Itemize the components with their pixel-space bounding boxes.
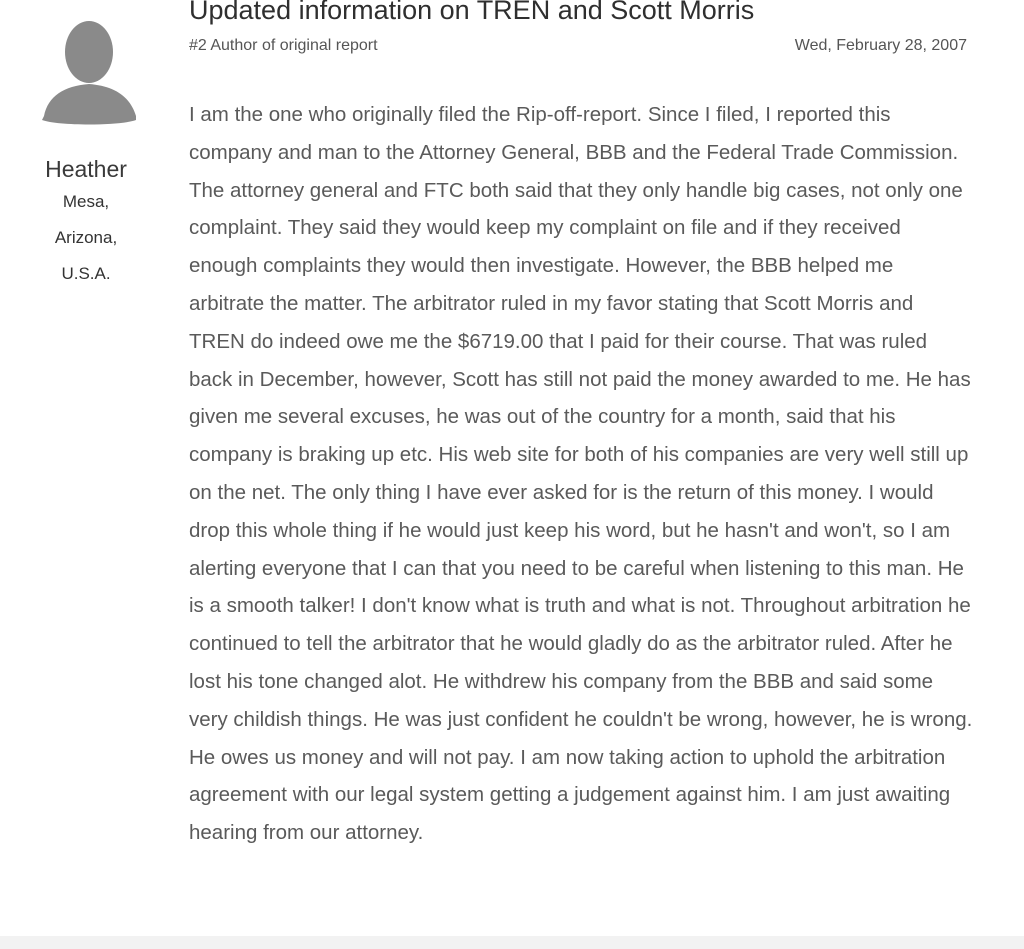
post-date: Wed, February 28, 2007 bbox=[794, 37, 967, 54]
author-country: U.S.A. bbox=[61, 264, 111, 283]
post-number: #2 bbox=[189, 37, 207, 54]
page-bottom-bar bbox=[0, 936, 1024, 949]
post-meta bbox=[189, 36, 967, 56]
post-title: Updated information on TREN and Scott Morris bbox=[189, 0, 755, 25]
author-state: Arizona, bbox=[54, 228, 118, 247]
post-body: I am the one who originally filed the Rip-off-report. Since I filed, I reported this company and man to the Attorney General, BBB and the Federal Trade Commission. The attorney general and FTC both said that they only handle big cases, not only one complaint. They said they would keep my complaint on file and if they received enough complaints they would then investigate. However, the BBB helped me arbitrate the matter. The arbitrator ruled in my favor stating that Scott Morris and TREN do indeed owe me the $6719.00 that I paid for their course. That was ruled back in December, however, Scott has still not paid the money awarded to me. He has given me several excuses, he was out of the country for a month, said that his company is braking up etc. His web site for both of his companies are very well still up on the net. The only thing I have ever asked for is the return of this money. I would drop this whole thing if he would just keep his word, but he hasn't and won't, so I am alerting everyone that I can that you need to be careful when listening to this man. He is a smooth talker! I don't know what is truth and what is not. Throughout arbitration he continued to tell the arbitrator that he would gladly do as the arbitrator ruled. After he lost his tone changed alot. He withdrew his company from the BBB and said some very childish things. He was just confident he couldn't be wrong, however, he is wrong. He owes us money and will not pay. I am now taking action to uphold the arbitration agreement with our legal system getting a judgement against him. I am just awaiting hearing from our attorney. bbox=[189, 103, 973, 845]
author-role: Author of original report bbox=[210, 37, 378, 54]
author-city: Mesa, bbox=[62, 192, 110, 211]
post-meta-left bbox=[189, 36, 378, 56]
user-avatar-icon bbox=[40, 20, 138, 126]
author-name: Heather bbox=[45, 156, 127, 182]
author-panel bbox=[24, 20, 148, 292]
